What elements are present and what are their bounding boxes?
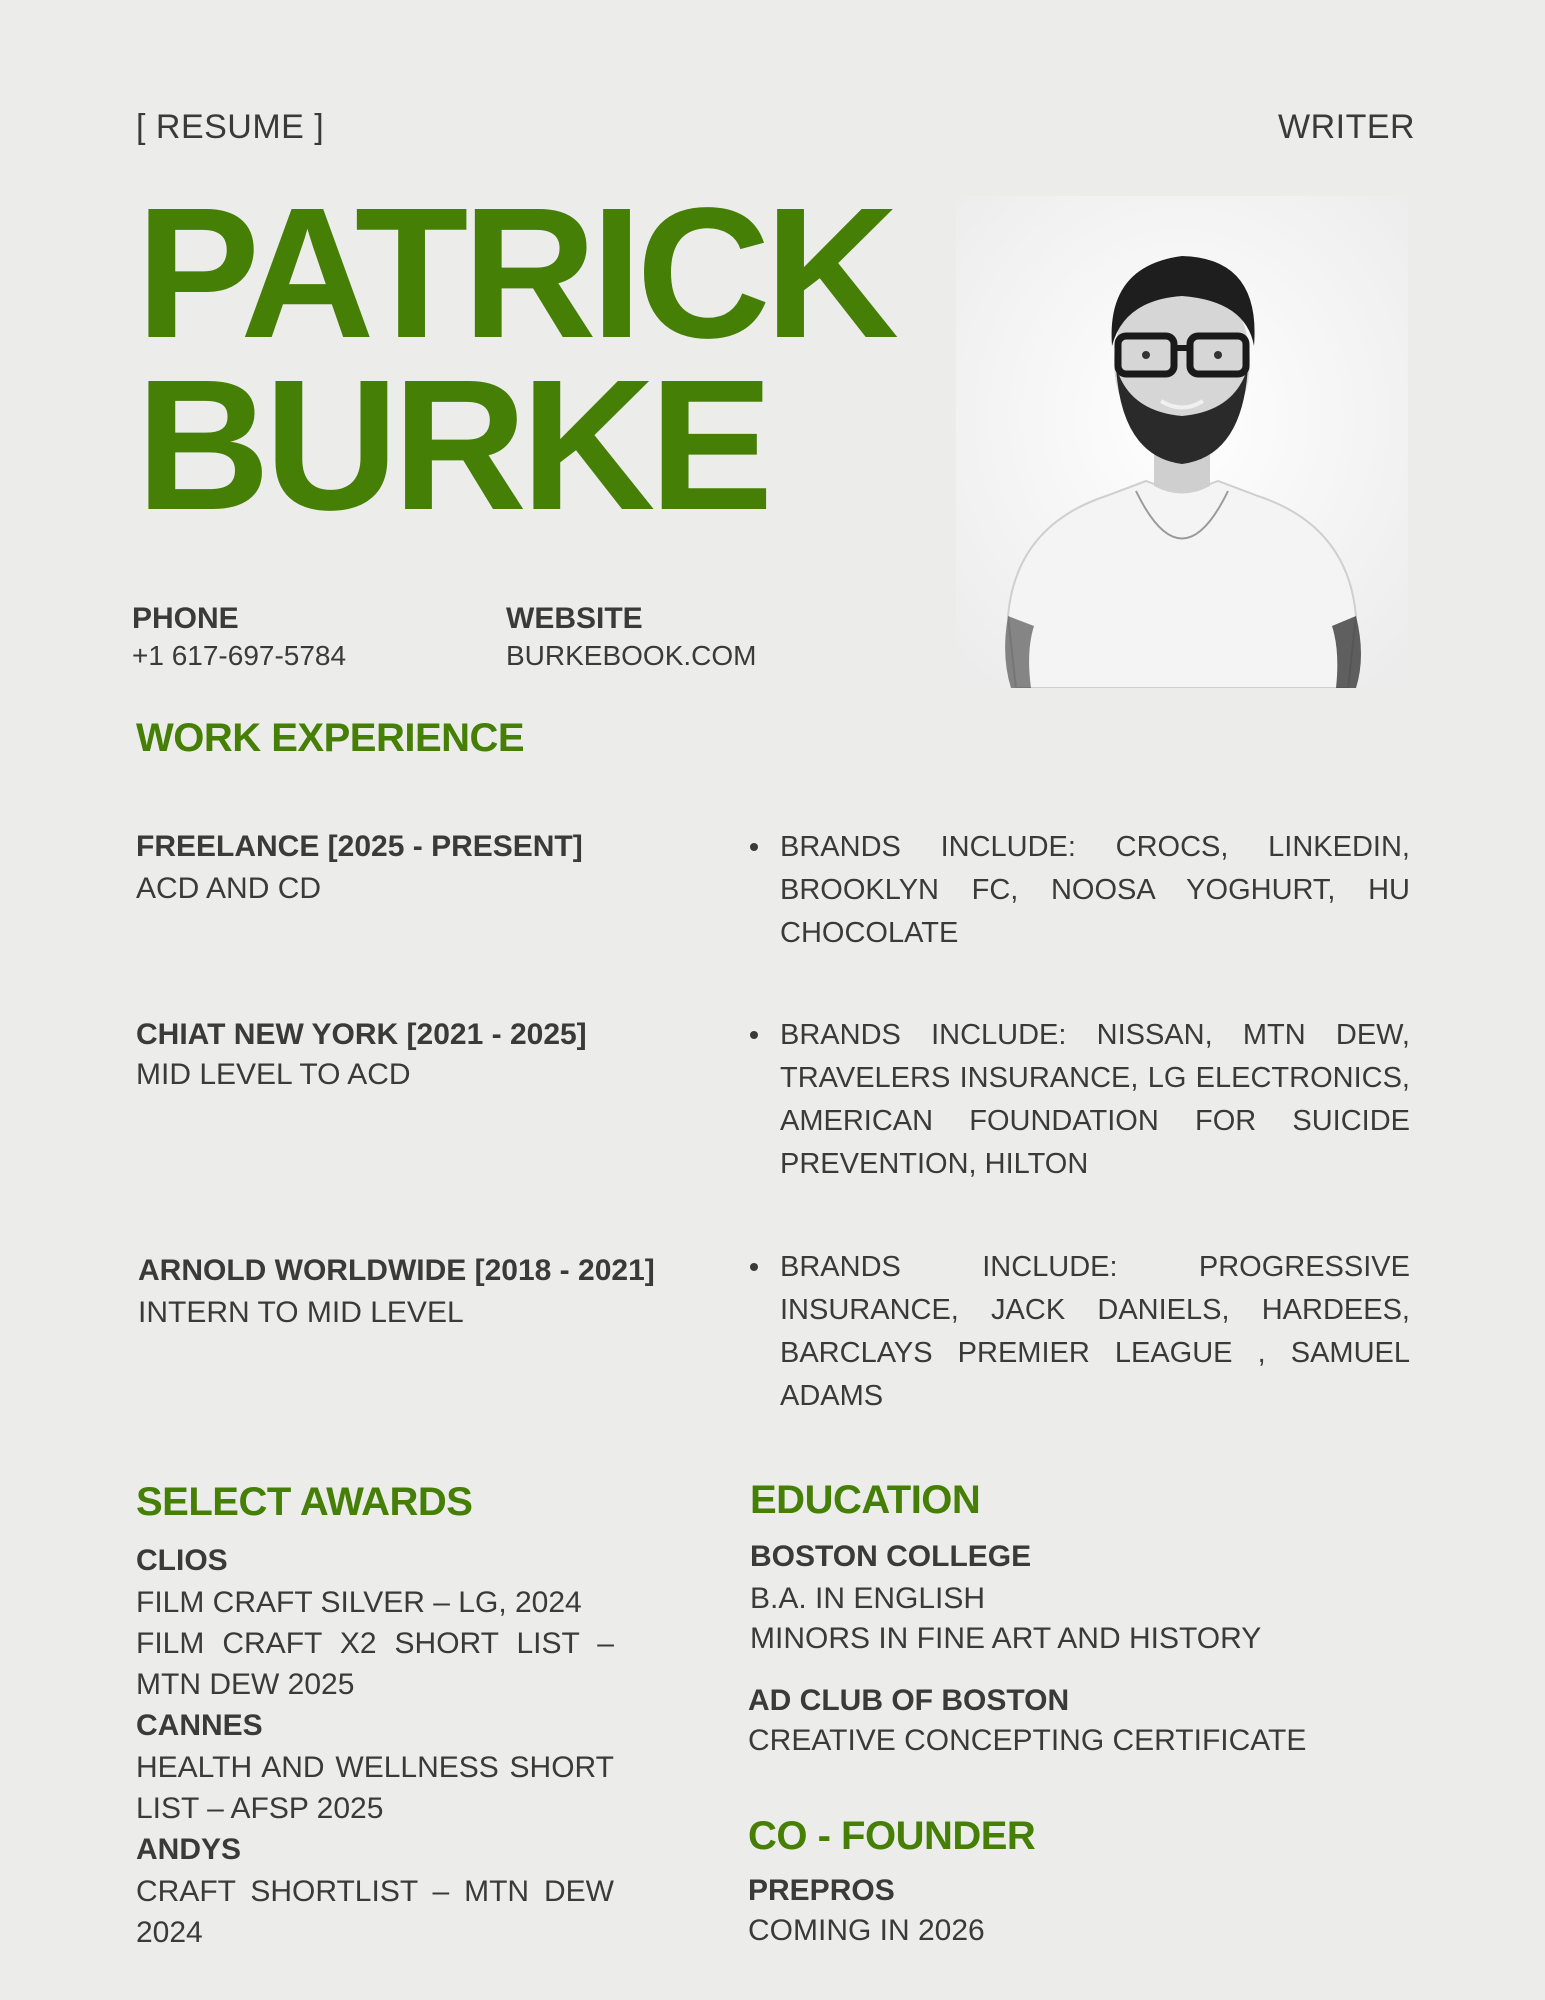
award-group-title: CANNES: [136, 1709, 263, 1742]
job-bullet-text: BRANDS INCLUDE: CROCS, LINKEDIN, BROOKLYN FC, NOOSA YOGHURT, HU CHOCOLATE: [780, 831, 1410, 949]
phone-label: PHONE: [132, 602, 239, 635]
resume-label: [ RESUME ]: [136, 108, 325, 146]
job-title: FREELANCE [2025 - PRESENT]: [136, 830, 583, 863]
job-bullet: [746, 1246, 1410, 1418]
website-label: WEBSITE: [506, 602, 643, 635]
job-bullet: [746, 1014, 1410, 1186]
cofounder-heading: CO - FOUNDER: [748, 1814, 1036, 1858]
award-group-title: ANDYS: [136, 1833, 242, 1866]
club-name: AD CLUB OF BOSTON: [748, 1684, 1070, 1717]
job-bullet: [746, 826, 1410, 955]
minors: MINORS IN FINE ART AND HISTORY: [750, 1622, 1262, 1655]
awards-heading: SELECT AWARDS: [136, 1480, 473, 1524]
bullet-dot-icon: [750, 843, 758, 851]
certificate: CREATIVE CONCEPTING CERTIFICATE: [748, 1724, 1307, 1757]
job-role: INTERN TO MID LEVEL: [138, 1296, 464, 1329]
award-line: FILM CRAFT SILVER – LG, 2024: [136, 1586, 582, 1619]
phone-value: +1 617-697-5784: [132, 640, 347, 671]
degree: B.A. IN ENGLISH: [750, 1582, 986, 1615]
award-line: CRAFT SHORTLIST – MTN DEW 2024: [136, 1875, 614, 1949]
award-line: HEALTH AND WELLNESS SHORT LIST – AFSP 2025: [136, 1751, 614, 1825]
job-role: MID LEVEL TO ACD: [136, 1058, 411, 1091]
school-name: BOSTON COLLEGE: [750, 1540, 1032, 1573]
first-name: PATRICK: [136, 170, 894, 377]
award-line: FILM CRAFT X2 SHORT LIST – MTN DEW 2025: [136, 1627, 614, 1701]
job-bullet-text: BRANDS INCLUDE: NISSAN, MTN DEW, TRAVELERS INSURANCE, LG ELECTRONICS, AMERICAN FOUNDATION FOR SUICIDE PREVENTION, HILTON: [780, 1019, 1410, 1180]
job-title: CHIAT NEW YORK [2021 - 2025]: [136, 1018, 587, 1051]
work-experience-heading: WORK EXPERIENCE: [136, 716, 525, 760]
company-name: PREPROS: [748, 1874, 895, 1907]
last-name: BURKE: [136, 342, 768, 549]
full-name: [136, 170, 894, 549]
job-title: ARNOLD WORLDWIDE [2018 - 2021]: [138, 1254, 655, 1287]
job-bullet-text: BRANDS INCLUDE: PROGRESSIVE INSURANCE, JACK DANIELS, HARDEES, BARCLAYS PREMIER LEAGUE , SAMUEL ADAMS: [780, 1251, 1410, 1412]
job-role: ACD AND CD: [136, 872, 322, 905]
portrait-icon: [956, 196, 1408, 688]
writer-label: WRITER: [1278, 108, 1416, 146]
award-group-title: CLIOS: [136, 1544, 228, 1577]
awards-list: [136, 1540, 614, 1953]
bullet-dot-icon: [750, 1031, 758, 1039]
company-note: COMING IN 2026: [748, 1914, 985, 1947]
website-value: BURKEBOOK.COM: [506, 640, 757, 671]
bullet-dot-icon: [750, 1263, 758, 1271]
portrait-photo: [956, 196, 1408, 688]
education-heading: EDUCATION: [750, 1478, 981, 1522]
